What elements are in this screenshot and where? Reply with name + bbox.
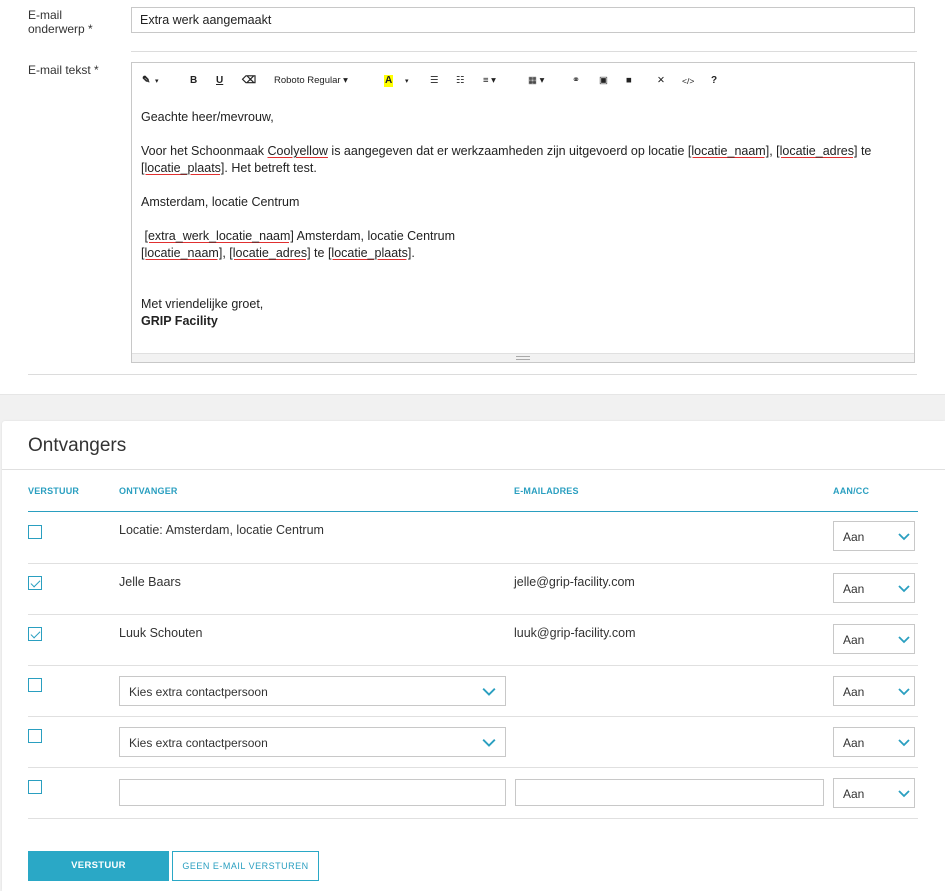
to-cc-select[interactable]: Aan	[833, 727, 915, 757]
align-dropdown-icon[interactable]: ≡ ▾	[483, 75, 496, 86]
recipient-name: Luuk Schouten	[119, 626, 203, 640]
chevron-down-icon	[898, 787, 910, 799]
editor-content[interactable]	[141, 109, 907, 330]
fullscreen-icon[interactable]: ✕	[657, 75, 665, 86]
text-color-icon[interactable]: A	[385, 75, 393, 86]
signature-line: GRIP Facility	[141, 314, 218, 328]
custom-name-input[interactable]	[119, 779, 506, 806]
row-divider	[28, 818, 918, 819]
header-underline	[28, 511, 918, 512]
chevron-down-icon	[898, 633, 910, 645]
send-checkbox[interactable]	[28, 525, 42, 539]
chevron-down-icon	[898, 530, 910, 542]
column-header-email: E-MAILADRES	[514, 486, 579, 496]
send-checkbox[interactable]	[28, 729, 42, 743]
send-checkbox[interactable]	[28, 576, 42, 590]
chevron-down-icon	[898, 736, 910, 748]
subject-label: E-mail onderwerp *	[28, 8, 93, 36]
send-checkbox[interactable]	[28, 780, 42, 794]
column-header-send: VERSTUUR	[28, 486, 80, 496]
to-cc-select[interactable]: Aan	[833, 521, 915, 551]
send-checkbox[interactable]	[28, 627, 42, 641]
to-cc-select[interactable]: Aan	[833, 778, 915, 808]
bullet-list-icon[interactable]: ☰	[430, 75, 439, 86]
style-caret-icon[interactable]: ▾	[155, 78, 159, 85]
to-cc-select[interactable]: Aan	[833, 676, 915, 706]
bold-button[interactable]: B	[190, 75, 198, 86]
row-divider	[28, 614, 918, 615]
editor-toolbar	[132, 63, 914, 99]
body-paragraph: Voor het Schoonmaak Coolyellow is aangegeven dat er werkzaamheden zijn uitgevoerd op locatie [locatie_naam], [locatie_adres] te [locatie_plaats]. Het betreft test.	[141, 144, 872, 175]
send-button[interactable]: VERSTUUR	[28, 851, 169, 881]
video-icon[interactable]: ■	[626, 75, 632, 86]
font-family-dropdown[interactable]: Roboto Regular ▾	[274, 75, 348, 86]
to-cc-select[interactable]: Aan	[833, 573, 915, 603]
divider	[131, 51, 917, 52]
extra-contact-select[interactable]: Kies extra contactpersoon	[119, 727, 506, 757]
extra-contact-select[interactable]: Kies extra contactpersoon	[119, 676, 506, 706]
column-header-to-cc: AAN/CC	[833, 486, 870, 496]
numbered-list-icon[interactable]: ☷	[456, 75, 465, 86]
greeting-line: Geachte heer/mevrouw,	[141, 110, 274, 124]
email-body-editor[interactable]	[131, 62, 915, 363]
to-cc-select[interactable]: Aan	[833, 624, 915, 654]
column-header-recipient: ONTVANGER	[119, 486, 178, 496]
recipient-email: luuk@grip-facility.com	[514, 626, 636, 640]
email-form-card	[0, 0, 945, 395]
row-divider	[28, 767, 918, 768]
location-line: Amsterdam, locatie Centrum	[141, 195, 300, 209]
editor-resize-handle[interactable]	[132, 353, 914, 362]
send-checkbox[interactable]	[28, 678, 42, 692]
row-divider	[28, 716, 918, 717]
closing-line: Met vriendelijke groet,	[141, 297, 264, 311]
body-label: E-mail tekst *	[28, 63, 99, 77]
eraser-icon[interactable]: ⌫	[242, 75, 257, 86]
code-view-icon[interactable]: </>	[682, 76, 695, 86]
recipient-name: Locatie: Amsterdam, locatie Centrum	[119, 523, 324, 537]
chevron-down-icon	[898, 685, 910, 697]
custom-email-input[interactable]	[515, 779, 824, 806]
recipient-name: Jelle Baars	[119, 575, 181, 589]
chevron-down-icon	[482, 735, 496, 749]
magic-wand-icon[interactable]: ✎	[142, 75, 151, 86]
color-caret-icon[interactable]: ▾	[405, 78, 409, 85]
row-divider	[28, 665, 918, 666]
subject-input[interactable]: Extra werk aangemaakt	[131, 7, 915, 33]
table-dropdown-icon[interactable]: ▦ ▾	[528, 75, 545, 86]
help-icon[interactable]: ?	[711, 75, 718, 86]
image-icon[interactable]: ▣	[599, 75, 608, 86]
link-icon[interactable]: ⚭	[572, 75, 580, 86]
chevron-down-icon	[898, 582, 910, 594]
chevron-down-icon	[482, 684, 496, 698]
recipients-title: Ontvangers	[28, 435, 127, 456]
no-email-button[interactable]: GEEN E-MAIL VERSTUREN	[172, 851, 319, 881]
row-divider	[28, 563, 918, 564]
divider	[28, 374, 917, 375]
address-line: [locatie_naam], [locatie_adres] te [locatie_plaats].	[141, 246, 415, 260]
extra-work-line: [extra_werk_locatie_naam] Amsterdam, locatie Centrum	[144, 229, 456, 243]
recipient-email: jelle@grip-facility.com	[514, 575, 635, 589]
title-divider	[2, 469, 945, 470]
underline-button[interactable]: U	[216, 75, 224, 86]
